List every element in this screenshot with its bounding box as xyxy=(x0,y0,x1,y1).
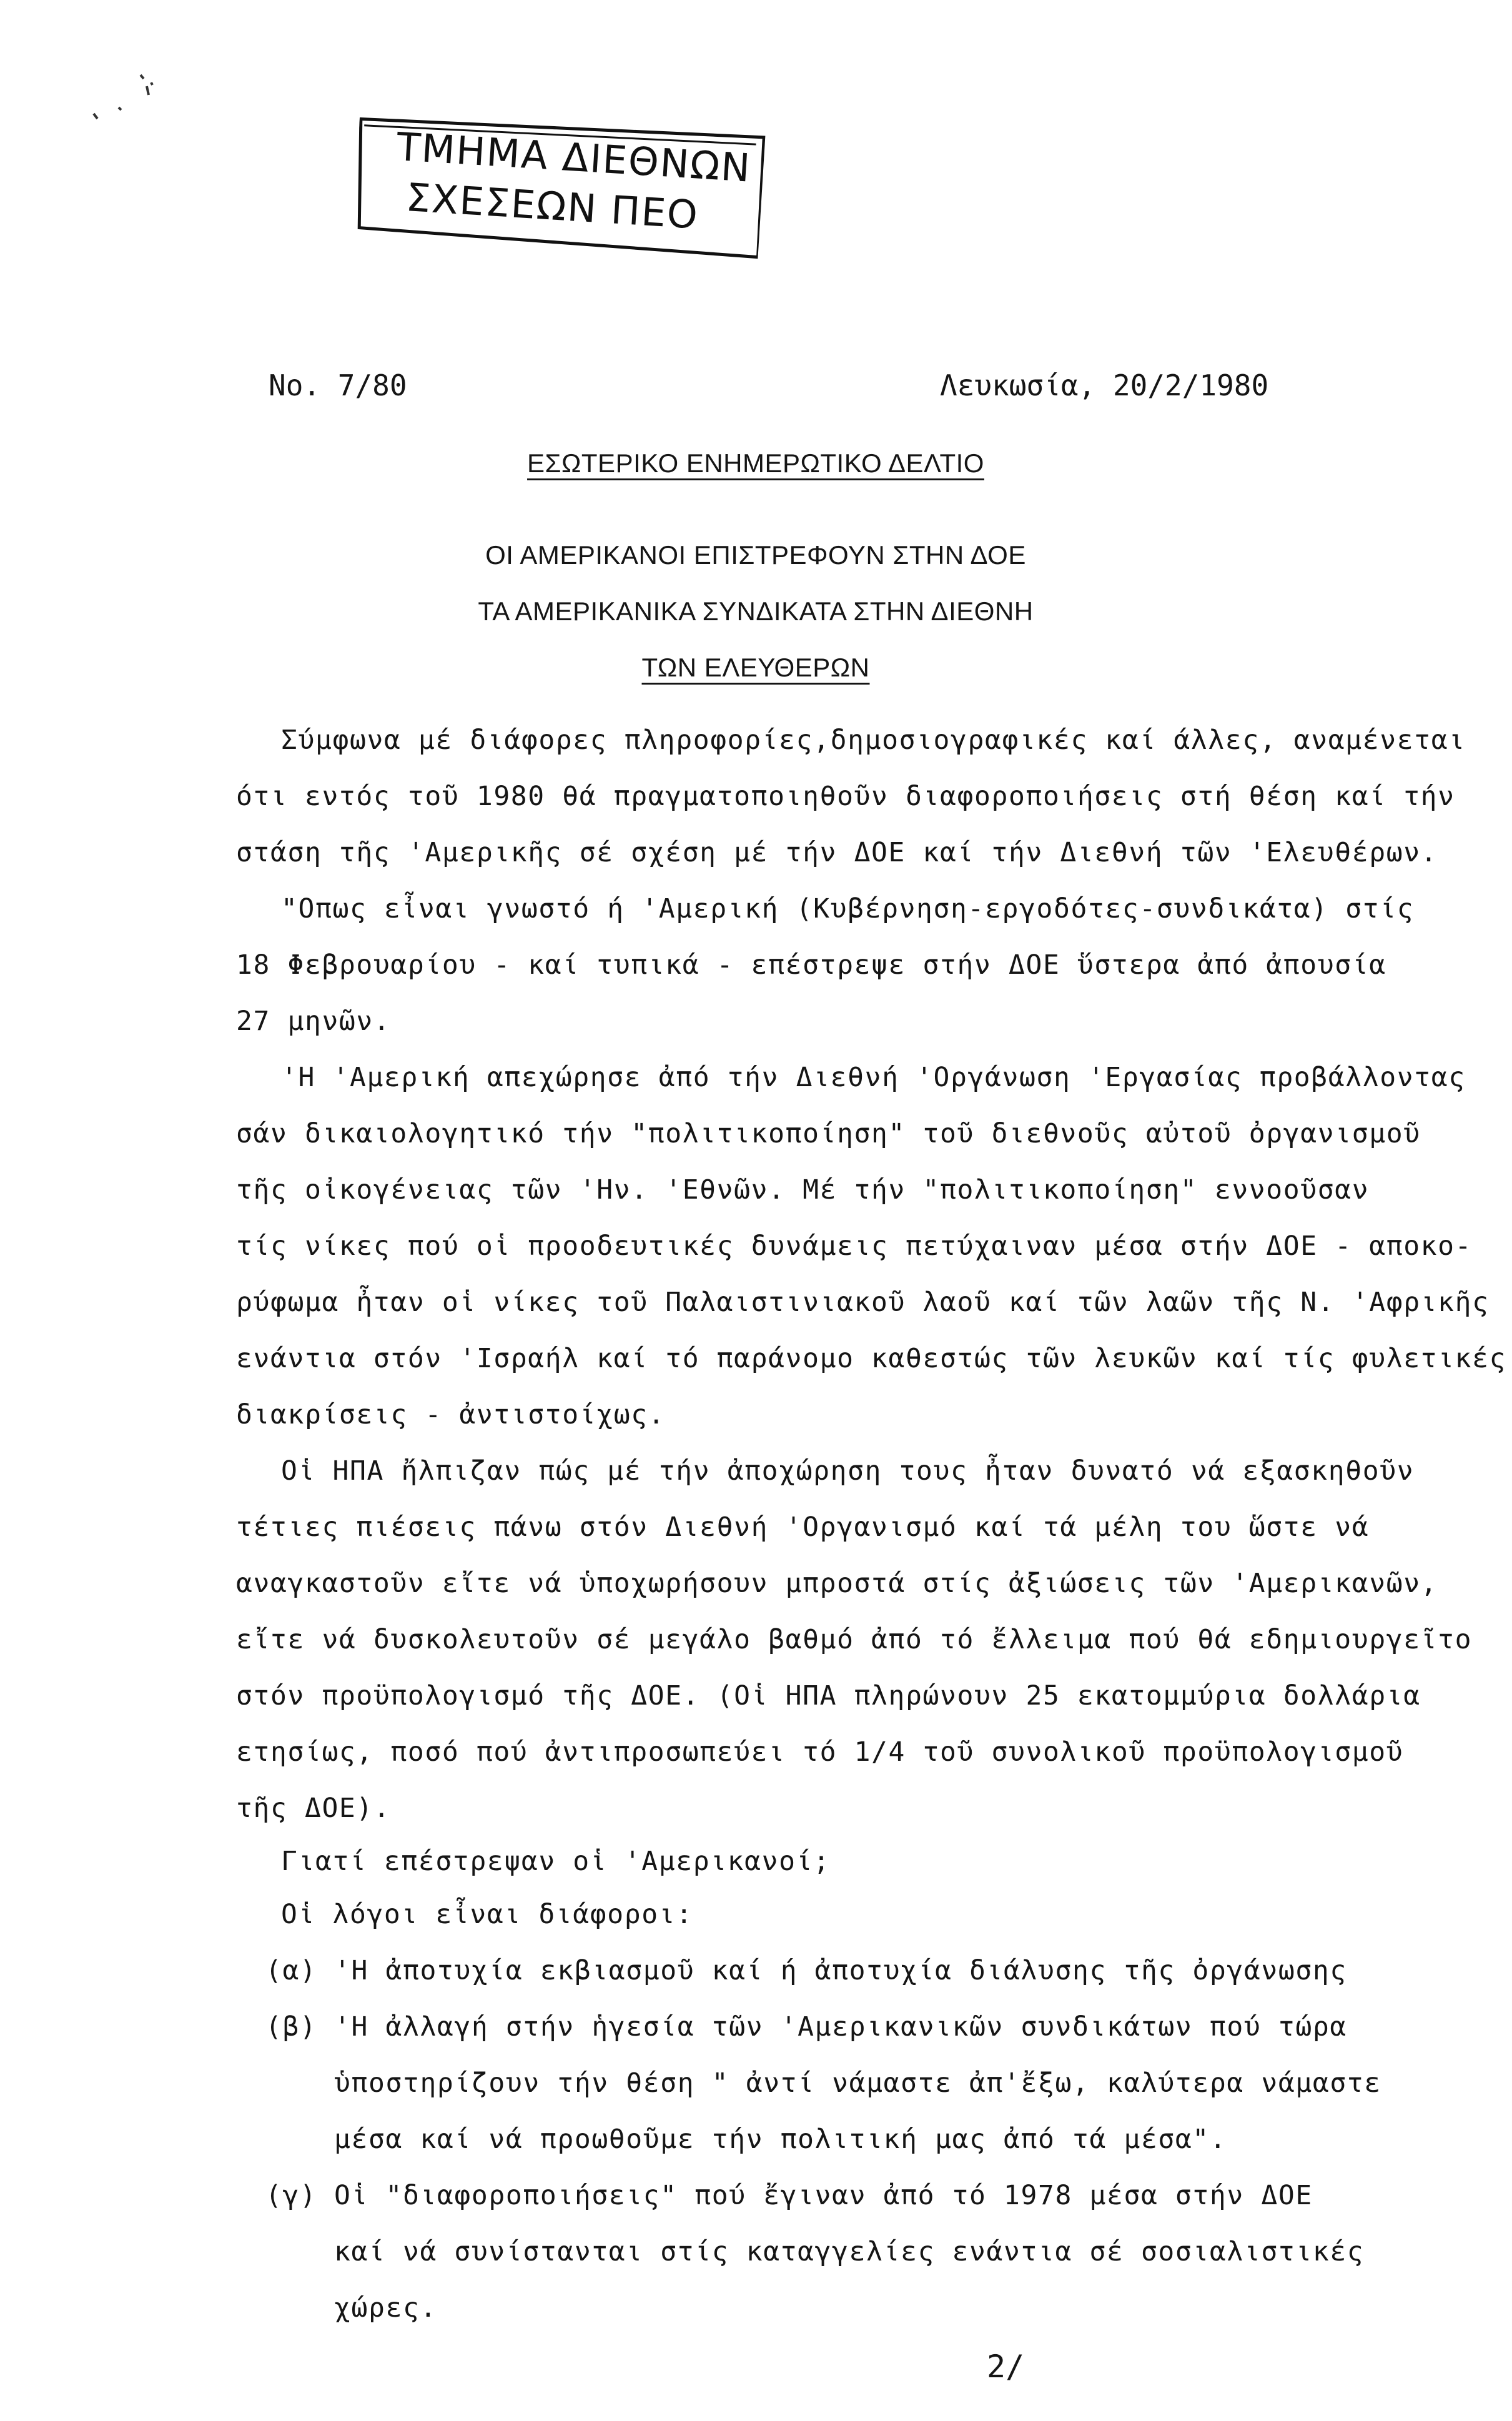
list-item-b-cont: μέσα καί νά προωθοῦμε τήν πολιτική μας ἀπό τά μέσα". xyxy=(334,2124,1227,2155)
body-line: σάν δικαιολογητικό τήν "πολιτικοποίηση" τοῦ διεθνοῦς αὐτοῦ ὀργανισμοῦ xyxy=(236,1118,1421,1149)
body-line: ενάντια στόν 'Ισραήλ καί τό παράνομο καθεστώς τῶν λευκῶν καί τίς φυλετικές xyxy=(236,1343,1507,1374)
body-line: 27 μηνῶν. xyxy=(236,1006,391,1037)
body-line: ετησίως, ποσό πού ἀντιπροσωπεύει τό 1/4 τοῦ συνολικοῦ προϋπολογισμοῦ xyxy=(236,1736,1404,1768)
body-line: ότι εντός τοῦ 1980 θά πραγματοποιηθοῦν διαφοροποιήσεις στή θέση καί τήν xyxy=(236,781,1455,812)
body-line: 'Η 'Αμερική απεχώρησε ἀπό τήν Διεθνή 'Οργάνωση 'Εργασίας προβάλλοντας xyxy=(281,1062,1466,1093)
body-line: τέτιες πιέσεις πάνω στόν Διεθνή 'Οργανισμό καί τά μέλη του ὥστε νά xyxy=(236,1512,1370,1543)
body-line: στάση τῆς 'Αμερικῆς σέ σχέση μέ τήν ΔΟΕ καί τήν Διεθνή τῶν 'Ελευθέρων. xyxy=(236,837,1438,868)
list-marker-b: (β) xyxy=(265,2011,317,2042)
body-line: 18 Φεβρουαρίου - καί τυπικά - επέστρεψε στήν ΔΟΕ ὕστερα ἀπό ἀπουσία xyxy=(236,949,1386,981)
list-item-c-cont: χώρες. xyxy=(334,2292,437,2324)
headline-line-3: ΤΩΝ ΕΛΕΥΘΕΡΩΝ xyxy=(641,653,870,682)
list-marker-a: (α) xyxy=(265,1955,317,1986)
page-number: 2/ xyxy=(987,2349,1025,2385)
body-line: εἴτε νά δυσκολευτοῦν σέ μεγάλο βαθμό ἀπό τό ἔλλειμα πού θά εδημιουργεῖτο xyxy=(236,1624,1473,1655)
stamp-line-1: ΤΜΗΜΑ ΔΙΕΘΝΩΝ xyxy=(395,124,753,191)
stamp-line-2: ΣΧΕΣΕΩΝ ΠΕΟ xyxy=(405,174,700,238)
body-line: Γιατί επέστρεψαν οἱ 'Αμερικανοί; xyxy=(281,1846,831,1877)
list-item-b: 'Η ἀλλαγή στήν ἡγεσία τῶν 'Αμερικανικῶν συνδικάτων πού τώρα xyxy=(334,2011,1347,2042)
department-stamp xyxy=(353,110,766,259)
list-item-a: 'Η ἀποτυχία εκβιασμοῦ καί ή ἀποτυχία διάλυσης τῆς ὀργάνωσης xyxy=(334,1955,1347,1986)
body-line: Οἱ ΗΠΑ ἤλπιζαν πώς μέ τήν ἀποχώρηση τους ἦταν δυνατό νά εξασκηθοῦν xyxy=(281,1455,1415,1487)
headline-line-1: ΟΙ ΑΜΕΡΙΚΑΝΟΙ ΕΠΙΣΤΡΕΦΟΥΝ ΣΤΗΝ ΔΟΕ xyxy=(485,540,1026,570)
bulletin-title: ΕΣΩΤΕΡΙΚΟ ΕΝΗΜΕΡΩΤΙΚΟ ΔΕΛΤΙΟ xyxy=(527,448,984,478)
body-line: τῆς οἰκογένειας τῶν 'Ην. 'Εθνῶν. Μέ τήν "πολιτικοποίηση" εννοοῦσαν xyxy=(236,1174,1370,1206)
place-date: Λευκωσία, 20/2/1980 xyxy=(940,369,1269,402)
list-item-b-cont: ὑποστηρίζουν τήν θέση " ἀντί νάμαστε ἀπ'ἔξω, καλύτερα νάμαστε xyxy=(334,2067,1381,2099)
body-line: αναγκαστοῦν εἴτε νά ὑποχωρήσουν μπροστά στίς ἀξιώσεις τῶν 'Αμερικανῶν, xyxy=(236,1568,1438,1599)
body-line: διακρίσεις - ἀντιστοίχως. xyxy=(236,1399,666,1430)
body-line: Σύμφωνα μέ διάφορες πληροφορίες,δημοσιογραφικές καί άλλες, αναμένεται xyxy=(281,725,1466,756)
body-line: στόν προϋπολογισμό τῆς ΔΟΕ. (Οἱ ΗΠΑ πληρώνουν 25 εκατομμύρια δολλάρια xyxy=(236,1680,1421,1711)
body-line: ρύφωμα ἦταν οἱ νίκες τοῦ Παλαιστινιακοῦ λαοῦ καί τῶν λαῶν τῆς Ν. 'Αφρικῆς xyxy=(236,1287,1490,1318)
body-line: τῆς ΔΟΕ). xyxy=(236,1793,391,1824)
ink-marks xyxy=(75,69,225,144)
list-marker-c: (γ) xyxy=(265,2180,317,2211)
list-item-c-cont: καί νά συνίστανται στίς καταγγελίες ενάντια σέ σοσιαλιστικές xyxy=(334,2236,1365,2267)
body-line: τίς νίκες πού οἱ προοδευτικές δυνάμεις πετύχαιναν μέσα στήν ΔΟΕ - αποκο- xyxy=(236,1230,1473,1262)
list-item-c: Οἱ "διαφοροποιήσεις" πού ἔγιναν ἀπό τό 1978 μέσα στήν ΔΟΕ xyxy=(334,2180,1313,2211)
body-line: "Οπως εἶναι γνωστό ή 'Αμερική (Κυβέρνηση-εργοδότες-συνδικάτα) στίς xyxy=(281,893,1415,924)
headline-line-2: ΤΑ ΑΜΕΡΙΚΑΝΙΚΑ ΣΥΝΔΙΚΑΤΑ ΣΤΗΝ ΔΙΕΘΝΗ xyxy=(478,597,1034,626)
body-line: Οἱ λόγοι εἶναι διάφοροι: xyxy=(281,1899,693,1930)
document-number: No. 7/80 xyxy=(269,369,407,402)
